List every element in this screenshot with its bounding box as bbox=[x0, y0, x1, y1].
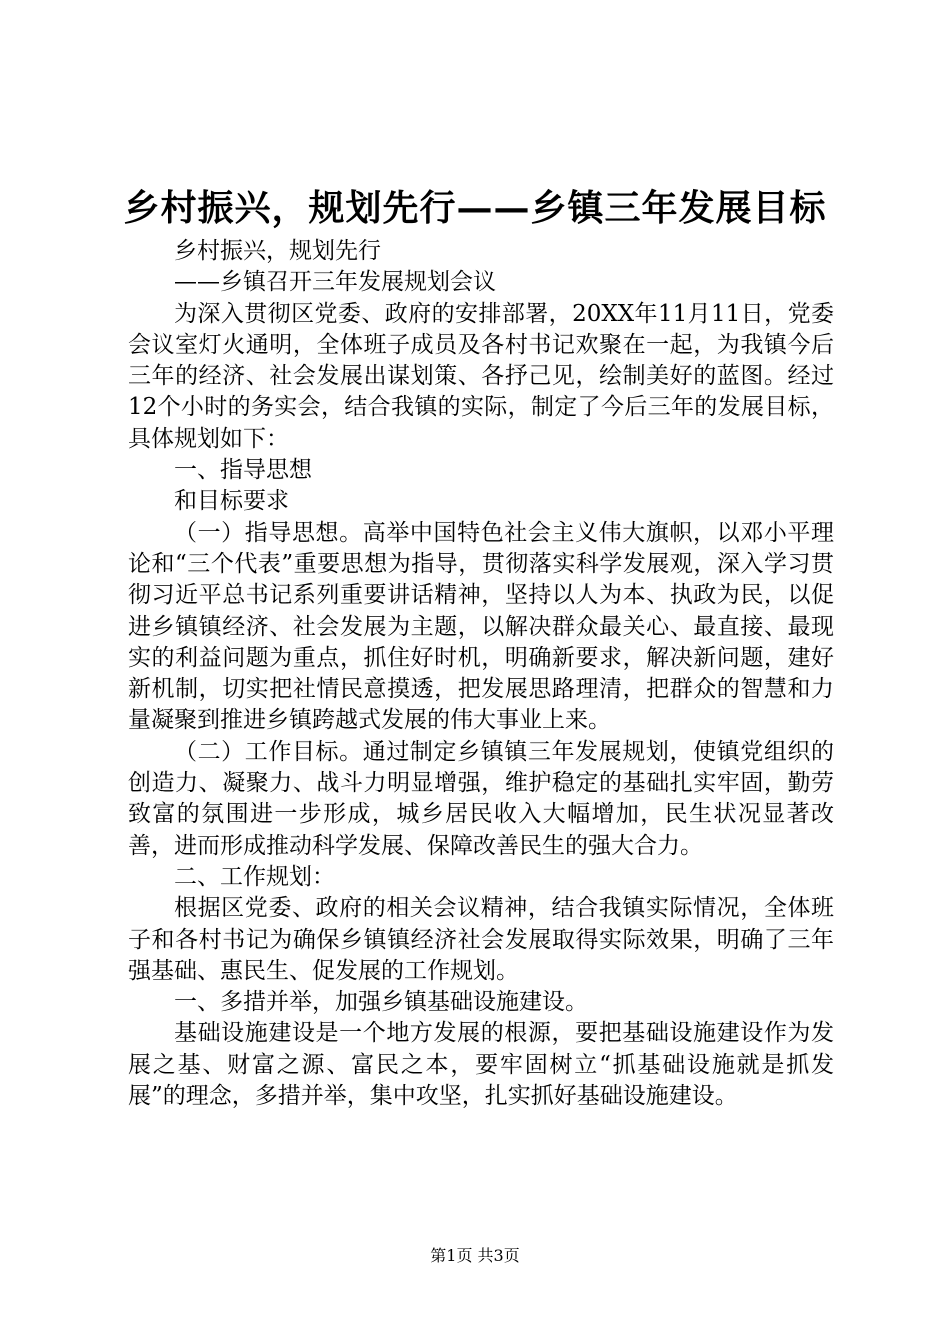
subtitle-line-1: 乡村振兴，规划先行 bbox=[174, 238, 381, 264]
body-paragraph-guiding-thought: （一）指导思想。高举中国特色社会主义伟大旗帜，以邓小平理论和“三个代表”重要思想为指导，贯彻落实科学发展观，深入学习贯彻习近平总书记系列重要讲话精神，坚持以人为本、执政为民，以促进乡镇镇经济、社会发展为主题，以解决群众最关心、最直接、最现实的利益问题为重点，抓住好时机，明确新要求，解决新问题，建好新机制，切实把社情民意摸透，把发展思路理清，把群众的智慧和力量凝聚到推进乡镇跨越式发展的伟大事业上来。 bbox=[128, 519, 834, 734]
section-heading-2: 二、工作规划： bbox=[174, 863, 335, 890]
body-paragraph-infrastructure: 基础设施建设是一个地方发展的根源，要把基础设施建设作为发展之基、财富之源、富民之本，要牢固树立“抓基础设施就是抓发展”的理念，多措并举，集中攻坚，扎实抓好基础设施建设。 bbox=[128, 1020, 834, 1110]
document-body bbox=[128, 236, 834, 1112]
body-paragraph-work-goals: （二）工作目标。通过制定乡镇镇三年发展规划，使镇党组织的创造力、凝聚力、战斗力明显增强，维护稳定的基础扎实牢固，勤劳致富的氛围进一步形成，城乡居民收入大幅增加，民生状况显著改善，进而形成推动科学发展、保障改善民生的强大合力。 bbox=[128, 738, 834, 859]
document-title: 乡村振兴，规划先行——乡镇三年发展目标 bbox=[123, 187, 827, 229]
page-footer: 第1页 共3页 bbox=[430, 1246, 520, 1265]
body-paragraph-work-plan: 根据区党委、政府的相关会议精神，结合我镇实际情况，全体班子和各村书记为确保乡镇镇经济社会发展取得实际效果，明确了三年强基础、惠民生、促发展的工作规划。 bbox=[128, 895, 834, 984]
section-heading-1: 一、指导思想 bbox=[174, 457, 312, 484]
subsection-heading-infrastructure: 一、多措并举，加强乡镇基础设施建设。 bbox=[174, 989, 588, 1016]
body-paragraph-intro: 为深入贯彻区党委、政府的安排部署，20XX年11月11日，党委会议室灯火通明，全体班子成员及各村书记欢聚在一起，为我镇今后三年的经济、社会发展出谋划策、各抒己见，绘制美好的蓝图。经过12个小时的务实会，结合我镇的实际，制定了今后三年的发展目标，具体规划如下： bbox=[128, 300, 834, 452]
section-heading-1-continued: 和目标要求 bbox=[174, 488, 289, 515]
subtitle-line-2: ——乡镇召开三年发展规划会议 bbox=[174, 269, 496, 296]
